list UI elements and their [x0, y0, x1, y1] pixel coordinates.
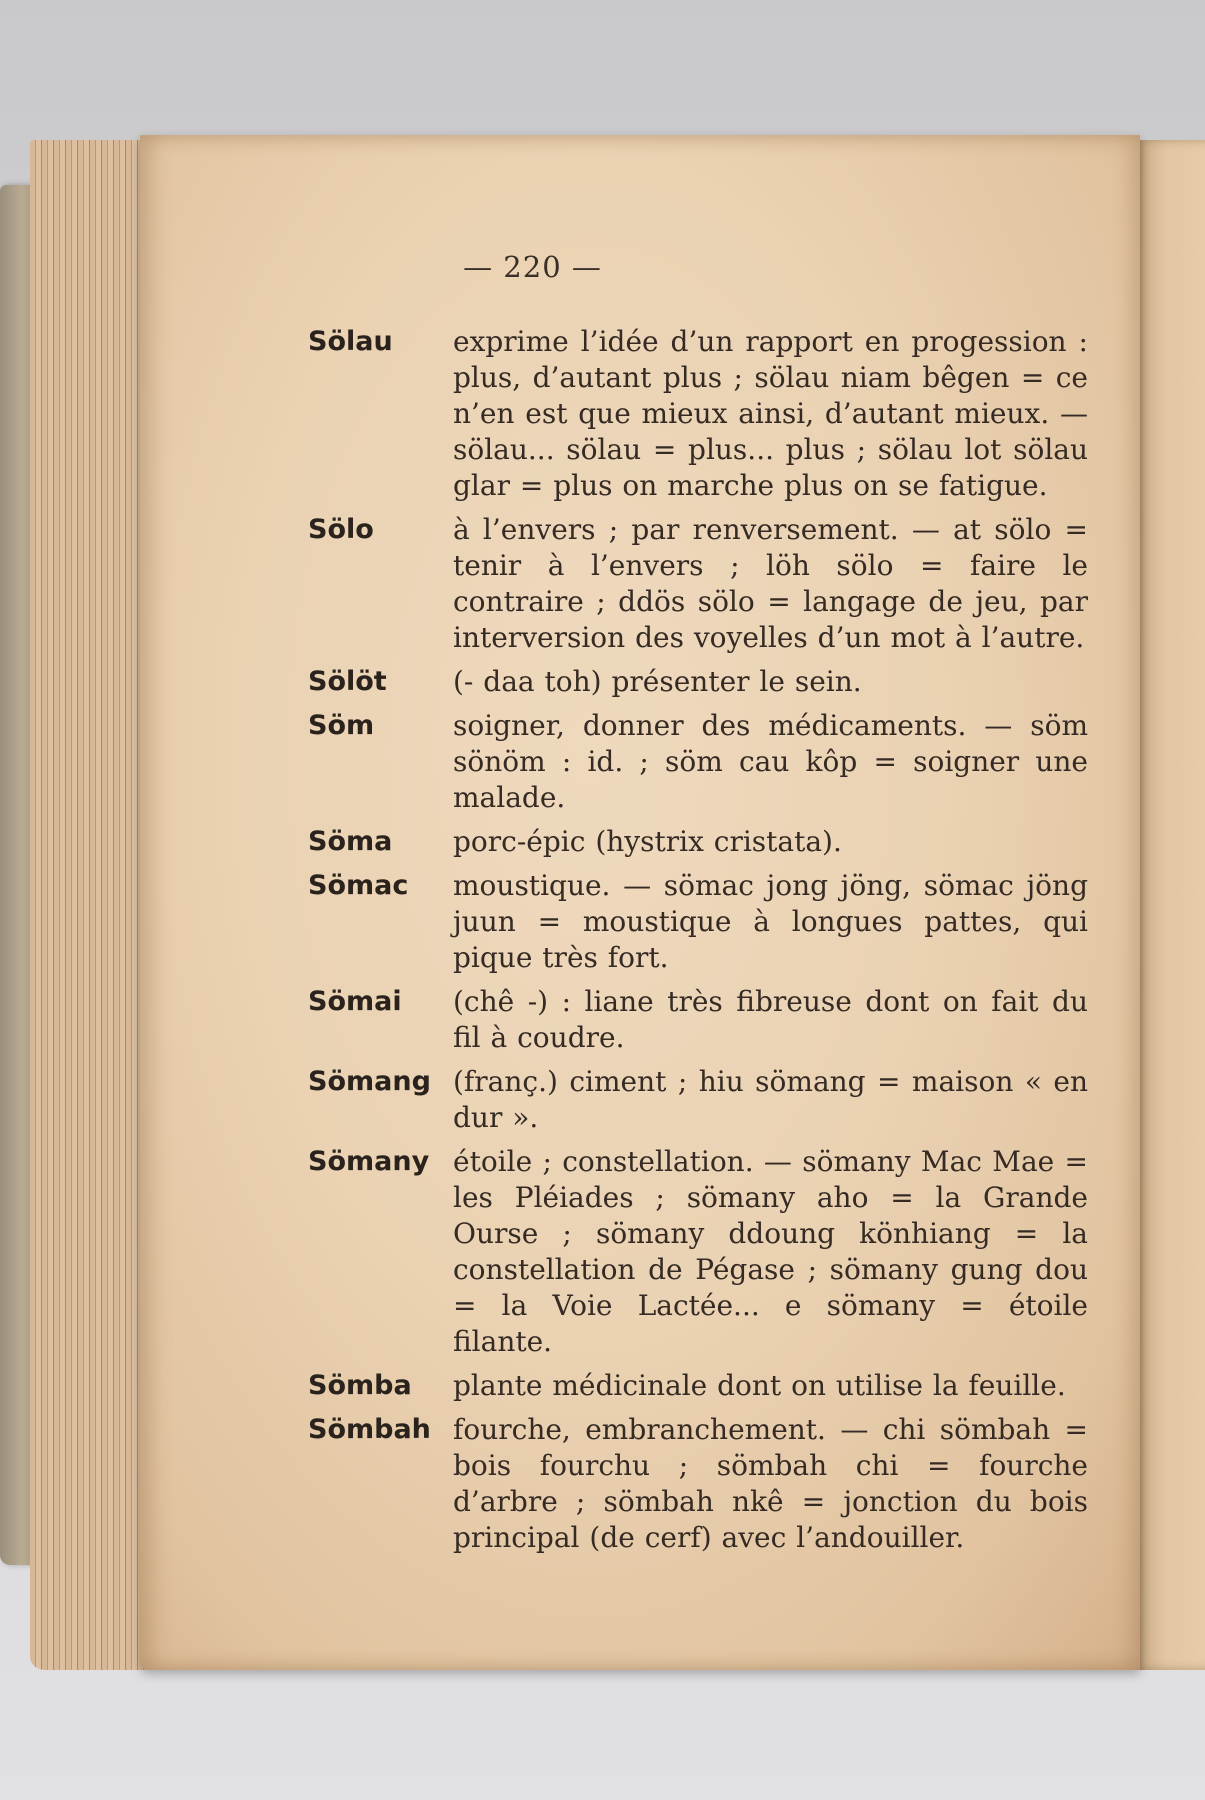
headword: Sömbah — [308, 1414, 431, 1445]
definition: exprime l’idée d’un rapport en progession : plus, d’autant plus ; sölau niam bêgen = ce n’en est que mieux ainsi, d’autant mieux. — sölau... sölau = plus... plus ; sölau lot sölau glar = plus on marche plus on se fatigue. — [453, 325, 1088, 502]
dictionary-entry — [308, 984, 1088, 1056]
headword: Sömang — [308, 1066, 431, 1097]
dictionary-entry — [308, 824, 1088, 860]
definition: soigner, donner des médicaments. — söm sönöm : id. ; söm cau kôp = soigner une malade. — [453, 709, 1088, 814]
definition: moustique. — sömac jong jöng, sömac jöng juun = moustique à longues pattes, qui pique très fort. — [453, 869, 1088, 974]
dictionary-entry — [308, 324, 1088, 504]
headword: Sömai — [308, 986, 402, 1017]
headword: Sömany — [308, 1146, 430, 1177]
facing-page-edge — [1135, 140, 1205, 1670]
dictionary-entry — [308, 868, 1088, 976]
dictionary-entry — [308, 1368, 1088, 1404]
headword: Sölöt — [308, 666, 387, 697]
headword: Sömba — [308, 1370, 412, 1401]
dictionary-entries — [308, 324, 1088, 1564]
definition: (franç.) ciment ; hiu sömang = maison « en dur ». — [453, 1065, 1088, 1134]
headword: Söm — [308, 710, 375, 741]
page-number: — 220 — — [463, 250, 602, 284]
dictionary-entry — [308, 512, 1088, 656]
definition: étoile ; constellation. — sömany Mac Mae = les Pléiades ; sömany aho = la Grande Ourse ; sömany ddoung könhiang = la constellation de Pégase ; sömany gung dou = la Voie Lactée... e sömany = étoile filante. — [453, 1145, 1088, 1358]
dictionary-entry — [308, 664, 1088, 700]
definition: (- daa toh) présenter le sein. — [453, 665, 862, 698]
dictionary-entry — [308, 1412, 1088, 1556]
dictionary-entry — [308, 708, 1088, 816]
dictionary-entry — [308, 1064, 1088, 1136]
headword: Sölo — [308, 514, 374, 545]
headword: Sömac — [308, 870, 409, 901]
definition: plante médicinale dont on utilise la feuille. — [453, 1369, 1066, 1402]
definition: (chê -) : liane très fibreuse dont on fait du fil à coudre. — [453, 985, 1088, 1054]
definition: porc-épic (hystrix cristata). — [453, 825, 842, 858]
headword: Sölau — [308, 326, 393, 357]
headword: Söma — [308, 826, 393, 857]
dictionary-entry — [308, 1144, 1088, 1360]
definition: fourche, embranchement. — chi sömbah = bois fourchu ; sömbah chi = fourche d’arbre ; sömbah nkê = jonction du bois principal (de cerf) avec l’andouiller. — [453, 1413, 1088, 1554]
definition: à l’envers ; par renversement. — at sölo = tenir à l’envers ; löh sölo = faire le contraire ; ddös sölo = langage de jeu, par interversion des voyelles d’un mot à l’autre. — [453, 513, 1088, 654]
